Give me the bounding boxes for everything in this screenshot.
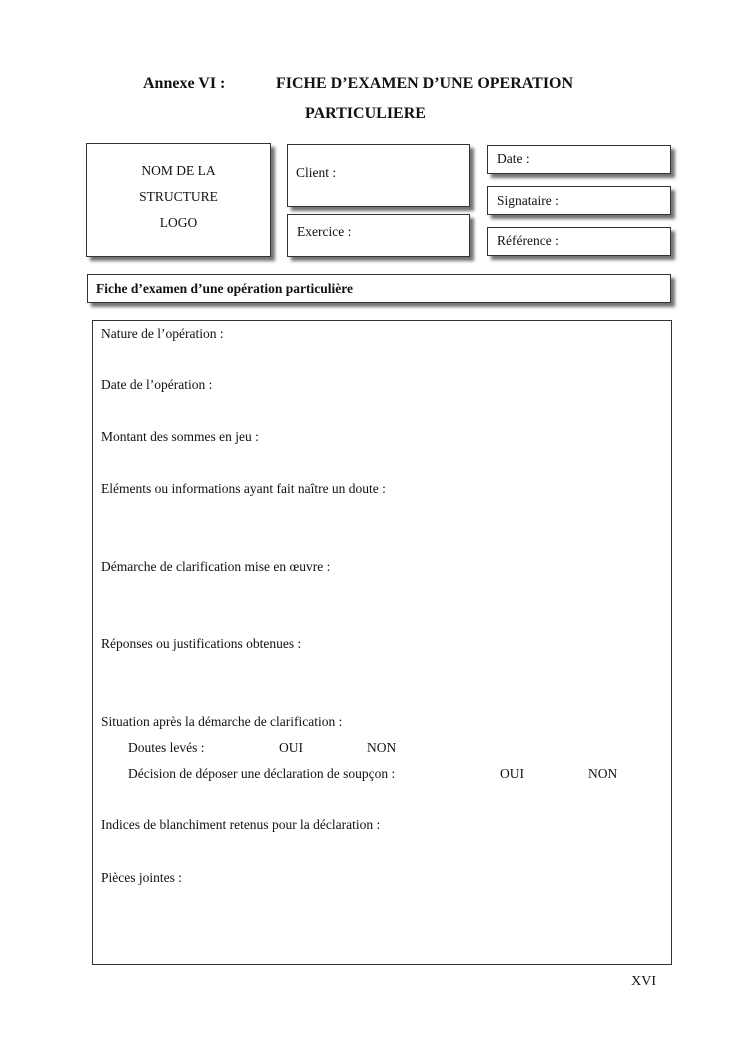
decision-label: Décision de déposer une déclaration de soupçon :	[128, 766, 396, 781]
reponses-label: Réponses ou justifications obtenues :	[101, 636, 302, 651]
pieces-label: Pièces jointes :	[101, 870, 182, 885]
signataire-label: Signataire :	[497, 193, 559, 208]
indices-label: Indices de blanchiment retenus pour la déclaration :	[101, 817, 381, 832]
page-title: FICHE D’EXAMEN D’UNE OPERATION	[276, 75, 574, 92]
page-title-line2: PARTICULIERE	[305, 105, 426, 122]
page-number: XVI	[631, 974, 656, 989]
demarche-label: Démarche de clarification mise en œuvre :	[101, 559, 331, 574]
section-title: Fiche d’examen d’une opération particulière	[96, 281, 353, 296]
date-operation-label: Date de l’opération :	[101, 377, 213, 392]
elements-label: Eléments ou informations ayant fait naître un doute :	[101, 481, 386, 496]
signataire-box[interactable]	[487, 186, 671, 215]
nature-label: Nature de l’opération :	[101, 326, 224, 341]
decision-non-option[interactable]: NON	[588, 766, 618, 781]
situation-label: Situation après la démarche de clarification :	[101, 714, 343, 729]
reference-box[interactable]	[487, 227, 671, 256]
structure-line-3: LOGO	[159, 215, 198, 230]
client-label: Client :	[296, 165, 337, 180]
section-title-bar	[87, 274, 671, 303]
date-box[interactable]	[487, 145, 671, 174]
doutes-leves-label: Doutes levés :	[128, 740, 205, 755]
date-label: Date :	[497, 151, 530, 166]
annex-label: Annexe VI :	[143, 75, 226, 92]
doutes-non-option[interactable]: NON	[367, 740, 397, 755]
client-box[interactable]	[287, 144, 470, 207]
decision-oui-option[interactable]: OUI	[500, 766, 524, 781]
reference-label: Référence :	[497, 233, 559, 248]
structure-logo-box	[86, 143, 271, 257]
montant-label: Montant des sommes en jeu :	[101, 429, 259, 444]
structure-line-2: STRUCTURE	[139, 189, 218, 204]
exercice-box[interactable]	[287, 214, 470, 257]
structure-line-1: NOM DE LA	[141, 163, 216, 178]
exercice-label: Exercice :	[297, 224, 352, 239]
doutes-oui-option[interactable]: OUI	[279, 740, 303, 755]
